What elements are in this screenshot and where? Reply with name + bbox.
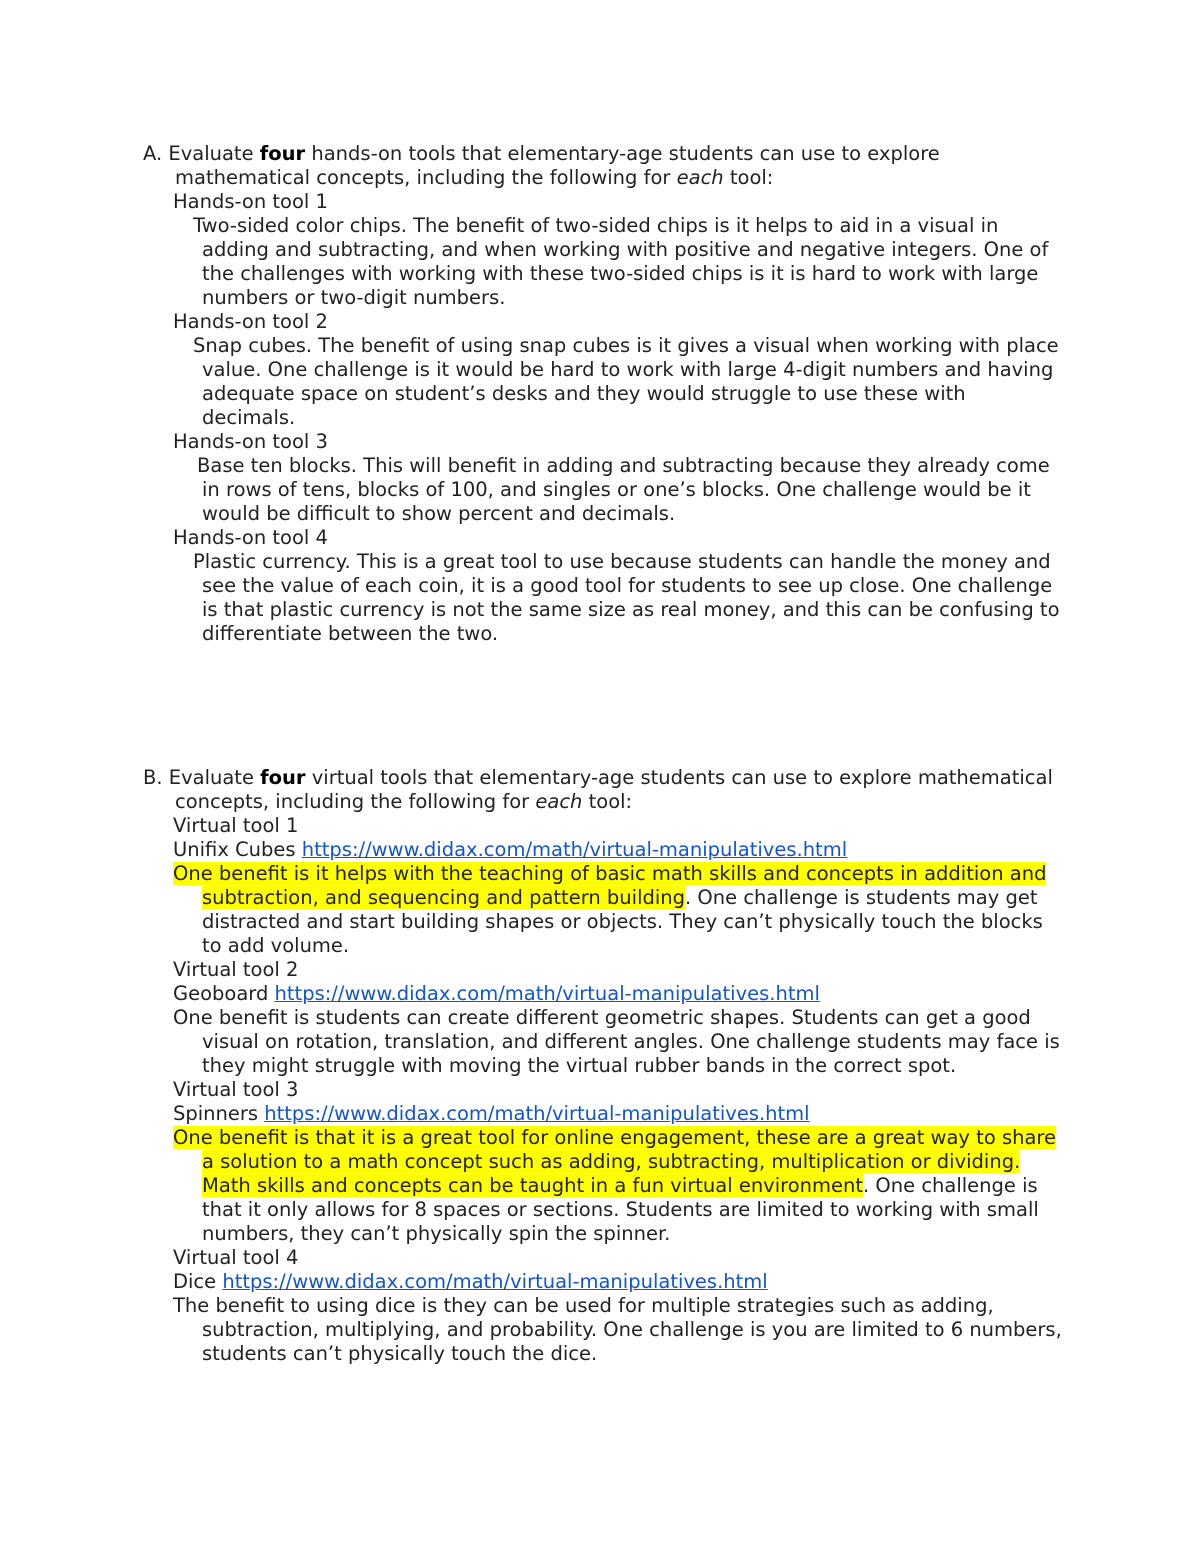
- section-b-question: B. Evaluate four virtual tools that elementary-age students can use to explore mathematical concepts, including the following for each tool:: [143, 766, 1053, 813]
- highlighted-text: One benefit is that it is a great tool for online engagement, these are a great way to share a solution to a math concept such as adding, subtracting, multiplication or dividing.: [173, 1126, 1057, 1173]
- virtual-tool-4-label: Virtual tool 4: [173, 1246, 299, 1269]
- hands-on-tool-3-label: Hands-on tool 3: [173, 430, 328, 453]
- section-a: [0, 142, 1200, 646]
- hands-on-tool-2-label: Hands-on tool 2: [173, 310, 328, 333]
- virtual-tool-4-link[interactable]: https://www.didax.com/math/virtual-manipulatives.html: [222, 1270, 768, 1293]
- virtual-tool-2-label: Virtual tool 2: [173, 958, 299, 981]
- virtual-tool-2-name-line: Geoboard https://www.didax.com/math/virtual-manipulatives.html: [173, 982, 820, 1005]
- highlighted-text: One benefit is it helps with the teaching of basic math skills and concepts in addition and subtraction, and sequencing and pattern building: [173, 862, 1047, 909]
- virtual-tool-3-label: Virtual tool 3: [173, 1078, 299, 1101]
- virtual-tool-4-name-line: Dice https://www.didax.com/math/virtual-manipulatives.html: [173, 1270, 768, 1293]
- hands-on-tool-2-text: Snap cubes. The benefit of using snap cubes is it gives a visual when working with place value. One challenge is it would be hard to work with large 4-digit numbers and having adequate space on student’s desks and they would struggle to use these with decimals.: [193, 334, 1059, 429]
- virtual-tool-1-text: One benefit is it helps with the teaching of basic math skills and concepts in addition and subtraction, and sequencing and pattern building. One challenge is students may get distracted and start building shapes or objects. They can’t physically touch the blocks to add volume.: [173, 862, 1047, 957]
- virtual-tool-1-label: Virtual tool 1: [173, 814, 299, 837]
- section-b: [0, 766, 1200, 1366]
- hands-on-tool-4-label: Hands-on tool 4: [173, 526, 328, 549]
- virtual-tool-2-text: One benefit is students can create different geometric shapes. Students can get a good visual on rotation, translation, and different angles. One challenge students may face is they might struggle with moving the virtual rubber bands in the correct spot.: [173, 1006, 1060, 1077]
- virtual-tool-2-link[interactable]: https://www.didax.com/math/virtual-manipulatives.html: [274, 982, 820, 1005]
- emphasis-bold: four: [260, 766, 306, 789]
- virtual-tool-4-text: The benefit to using dice is they can be used for multiple strategies such as adding, subtraction, multiplying, and probability. One challenge is you are limited to 6 numbers, students can’t physically touch the dice.: [173, 1294, 1062, 1365]
- virtual-tool-1-name-line: Unifix Cubes https://www.didax.com/math/virtual-manipulatives.html: [173, 838, 848, 861]
- emphasis-bold: four: [259, 142, 306, 165]
- virtual-tool-1-link[interactable]: https://www.didax.com/math/virtual-manipulatives.html: [301, 838, 848, 861]
- virtual-tool-3-text: One benefit is that it is a great tool for online engagement, these are a great way to share a solution to a math concept such as adding, subtracting, multiplication or dividing. Math skills and concepts can be taught in a fun virtual environment. One challenge is that it only allows for 8 spaces or sections. Students are limited to working with small numbers, they can’t physically spin the spinner.: [173, 1126, 1057, 1245]
- section-a-question: A. Evaluate four hands-on tools that elementary-age students can use to explore mathematical concepts, including the following for each tool:: [143, 142, 940, 189]
- hands-on-tool-4-text: Plastic currency. This is a great tool to use because students can handle the money and see the value of each coin, it is a good tool for students to see up close. One challenge is that plastic currency is not the same size as real money, and this can be confusing to differentiate between the two.: [193, 550, 1060, 645]
- emphasis-italic: each: [535, 790, 583, 813]
- hands-on-tool-1-text: Two-sided color chips. The benefit of two-sided chips is it helps to aid in a visual in adding and subtracting, and when working with positive and negative integers. One of the challenges with working with these two-sided chips is it is hard to work with large numbers or two-digit numbers.: [193, 214, 1049, 309]
- highlighted-text: Math skills and concepts can be taught in a fun virtual environment: [202, 1174, 864, 1197]
- emphasis-italic: each: [676, 166, 724, 189]
- hands-on-tool-1-label: Hands-on tool 1: [173, 190, 328, 213]
- virtual-tool-3-name-line: Spinners https://www.didax.com/math/virtual-manipulatives.html: [173, 1102, 810, 1125]
- hands-on-tool-3-text: Base ten blocks. This will benefit in adding and subtracting because they already come in rows of tens, blocks of 100, and singles or one’s blocks. One challenge would be it would be difficult to show percent and decimals.: [197, 454, 1050, 525]
- virtual-tool-3-link[interactable]: https://www.didax.com/math/virtual-manipulatives.html: [264, 1102, 810, 1125]
